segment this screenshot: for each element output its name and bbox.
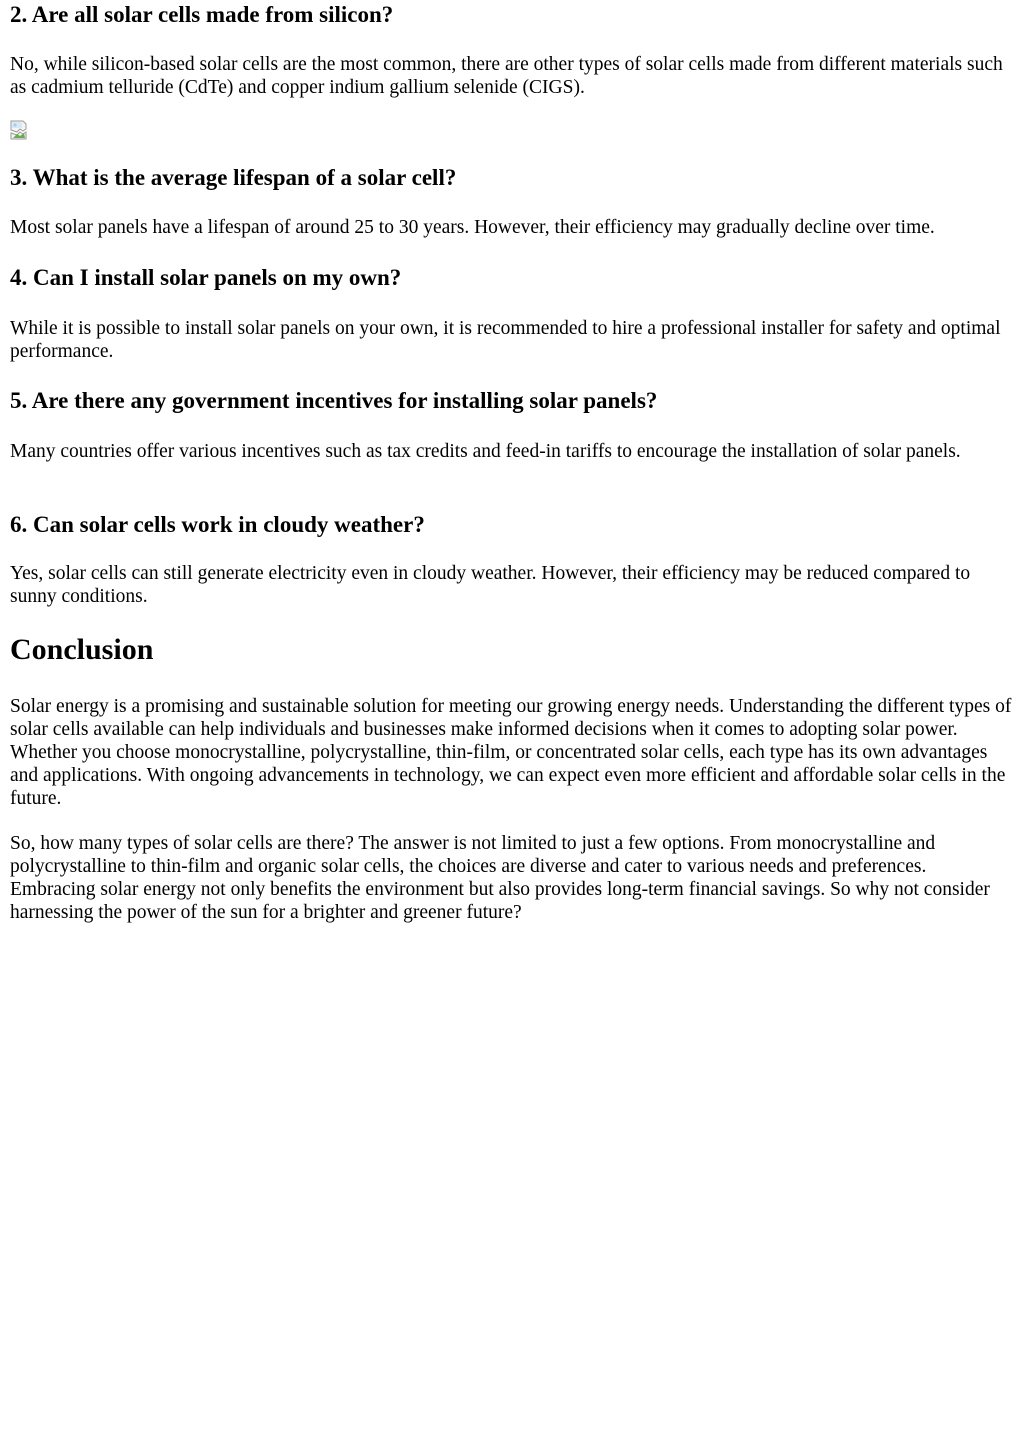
faq-answer-2: No, while silicon-based solar cells are the most common, there are other types of solar cells made from different materials such as cadmium telluride (CdTe) and copper indium gallium selenide (CIGS). [10,54,1003,98]
faq-answer-4: While it is possible to install solar panels on your own, it is recommended to hire a professional installer for safety and optimal performance. [10,318,1001,362]
faq-answer-6: Yes, solar cells can still generate electricity even in cloudy weather. However, their efficiency may be reduced compared to sunny conditions. [10,563,971,607]
faq-question-2: 2. Are all solar cells made from silicon? [10,2,394,27]
conclusion-paragraph-1: Solar energy is a promising and sustainable solution for meeting our growing energy needs. Understanding the different types of solar cells available can help individuals and businesses make informed decisions when it comes to adopting solar power. Whether you choose monocrystalline, polycrystalline, thin-film, or concentrated solar cells, each type has its own advantages and applications. With ongoing advancements in technology, we can expect even more efficient and affordable solar cells in the future. [10,696,1012,809]
faq-question-5: 5. Are there any government incentives for installing solar panels? [10,388,658,413]
broken-image-icon [10,120,30,140]
faq-question-6: 6. Can solar cells work in cloudy weather? [10,512,425,537]
faq-question-3: 3. What is the average lifespan of a solar cell? [10,165,457,190]
conclusion-heading: Conclusion [10,633,154,666]
faq-answer-5: Many countries offer various incentives such as tax credits and feed-in tariffs to encourage the installation of solar panels. [10,441,961,462]
faq-answer-3: Most solar panels have a lifespan of around 25 to 30 years. However, their efficiency may gradually decline over time. [10,217,935,238]
conclusion-paragraph-2: So, how many types of solar cells are there? The answer is not limited to just a few options. From monocrystalline and polycrystalline to thin-film and organic solar cells, the choices are diverse and cater to various needs and preferences. Embracing solar energy not only benefits the environment but also provides long-term financial savings. So why not consider harnessing the power of the sun for a brighter and greener future? [10,833,990,923]
faq-question-4: 4. Can I install solar panels on my own? [10,265,402,290]
